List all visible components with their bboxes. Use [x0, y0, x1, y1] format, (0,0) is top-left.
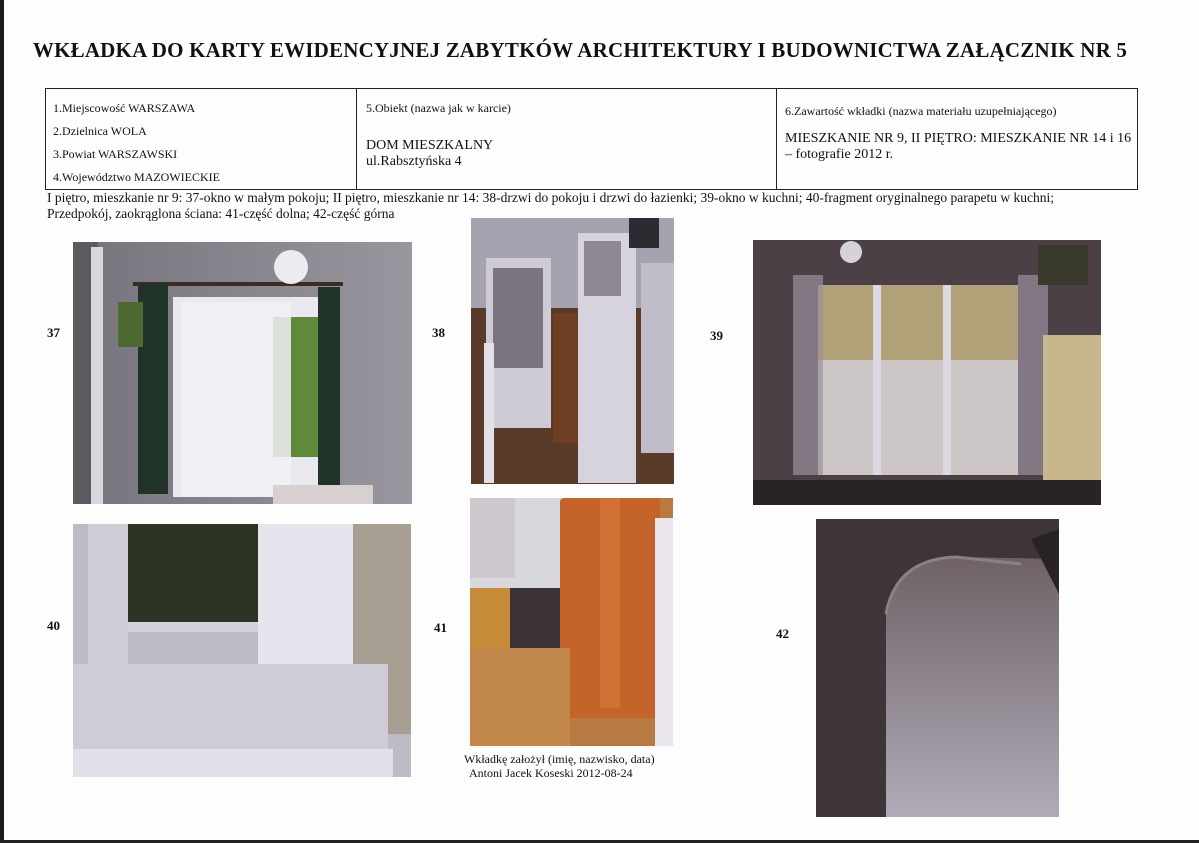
author-value: Antoni Jacek Koseski 2012-08-24 [469, 766, 633, 780]
scan-edge-left [0, 0, 4, 843]
page-title: WKŁADKA DO KARTY EWIDENCYJNEJ ZABYTKÓW ARCHITEKTURY I BUDOWNICTWA ZAŁĄCZNIK NR 5 [32, 38, 1128, 62]
object-address: ul.Rabsztyńska 4 [366, 154, 462, 169]
photo-39-image [753, 240, 1101, 505]
location-cell [46, 89, 357, 189]
photo-number-42: 42 [776, 626, 789, 641]
content-cell [777, 89, 1137, 189]
photo-42-image [816, 519, 1059, 817]
description-line2: Przedpokój, zaokrąglona ściana: 41-część dolna; 42-część górna [47, 206, 395, 221]
photo-41-rounded-wall-lower [470, 498, 673, 746]
photo-42-rounded-wall-upper [816, 519, 1059, 817]
content-line2: – fotografie 2012 r. [785, 147, 894, 162]
photo-41-image [470, 498, 673, 746]
powiat-field: 3.Powiat WARSZAWSKI [53, 147, 178, 161]
photo-number-39: 39 [710, 328, 723, 343]
photo-37-window-small-room [73, 242, 412, 504]
author-label: Wkładkę założył (imię, nazwisko, data) [464, 752, 655, 766]
photo-number-41: 41 [434, 620, 447, 635]
photo-39-kitchen-window [753, 240, 1101, 505]
content-label: 6.Zawartość wkładki (nazwa materiału uzupełniającego) [785, 104, 1057, 118]
photo-38-image [471, 218, 674, 484]
photo-number-38: 38 [432, 325, 445, 340]
content-line1: MIESZKANIE NR 9, II PIĘTRO: MIESZKANIE NR 14 i 16 [785, 131, 1132, 146]
object-label: 5.Obiekt (nazwa jak w karcie) [366, 101, 511, 115]
photo-38-doors [471, 218, 674, 484]
miejscowosc-field: 1.Miejscowość WARSZAWA [53, 101, 196, 115]
photo-40-windowsill [73, 524, 411, 777]
author-footer [464, 752, 684, 780]
photo-number-40: 40 [47, 618, 60, 633]
object-cell [357, 89, 777, 189]
photo-number-37: 37 [47, 325, 60, 340]
wojewodztwo-field: 4.Województwo MAZOWIECKIE [53, 170, 220, 184]
dzielnica-field: 2.Dzielnica WOLA [53, 124, 147, 138]
object-name: DOM MIESZKALNY [366, 138, 494, 153]
header-table [45, 88, 1138, 190]
photo-37-image [73, 242, 412, 504]
description-line1: I piętro, mieszkanie nr 9: 37-okno w małym pokoju; II piętro, mieszkanie nr 14: 38-drzwi do pokoju i drzwi do łazienki; 39-okno w kuchni; 40-fragment oryginalnego parapetu w kuchni; [47, 190, 1055, 205]
photo-40-image [73, 524, 411, 777]
